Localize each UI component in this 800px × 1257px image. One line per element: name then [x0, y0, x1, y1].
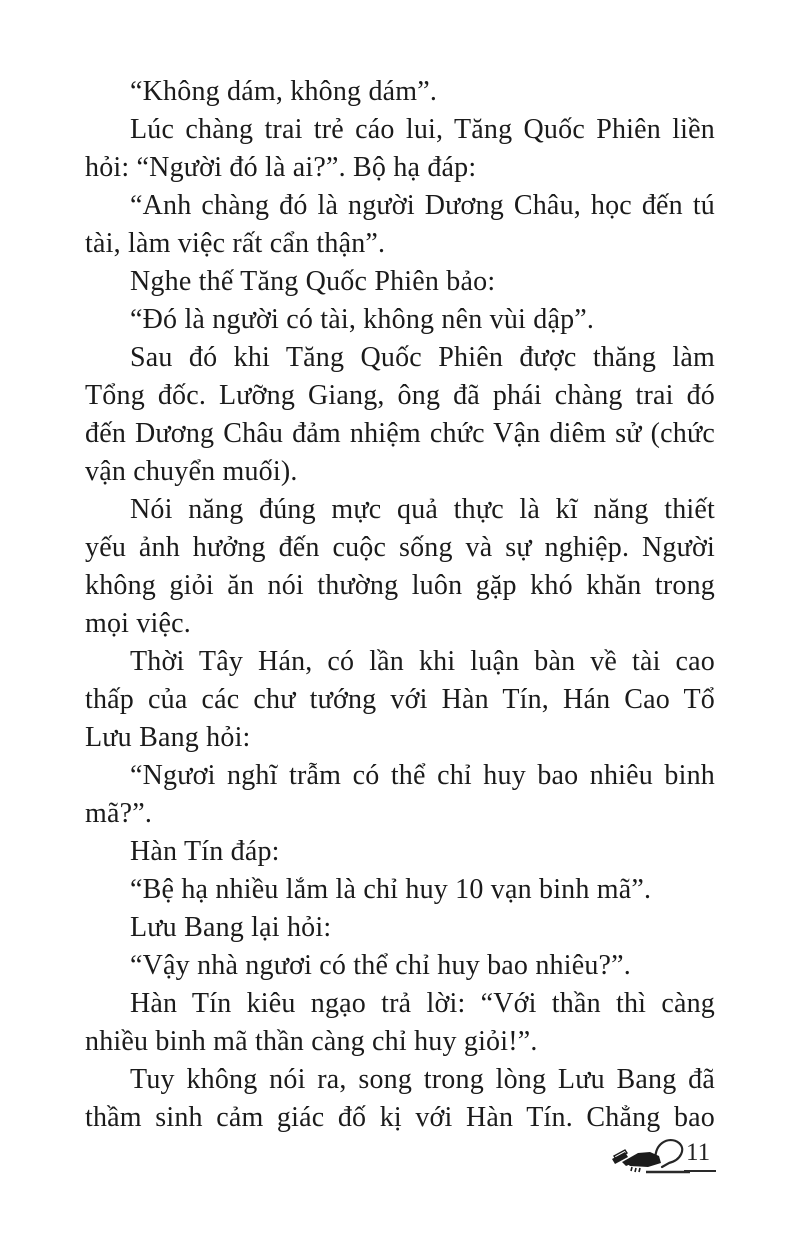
- text-line: Thời Tây Hán, có lần khi luận bàn về tài cao: [130, 646, 715, 677]
- text-line: đến Dương Châu đảm nhiệm chức Vận diêm sử (chức: [85, 418, 715, 449]
- text-line: vận chuyển muối).: [85, 456, 298, 487]
- text-line: thấp của các chư tướng với Hàn Tín, Hán Cao Tổ: [85, 684, 715, 715]
- text-line: Lưu Bang hỏi:: [85, 722, 251, 753]
- reclining-reader-ornament: [612, 1132, 690, 1178]
- text-line: không giỏi ăn nói thường luôn gặp khó khăn trong: [85, 570, 715, 601]
- page-number: 11: [684, 1139, 716, 1172]
- text-line: Nói năng đúng mực quả thực là kĩ năng thiết: [130, 494, 715, 525]
- text-line: “Vậy nhà ngươi có thể chỉ huy bao nhiêu?”.: [130, 950, 631, 981]
- text-line: Sau đó khi Tăng Quốc Phiên được thăng làm: [130, 342, 715, 373]
- text-line: Lưu Bang lại hỏi:: [130, 912, 332, 943]
- text-line: “Anh chàng đó là người Dương Châu, học đến tú: [130, 190, 715, 221]
- text-line: “Bệ hạ nhiều lắm là chỉ huy 10 vạn binh mã”.: [130, 874, 652, 905]
- text-line: Hàn Tín đáp:: [130, 836, 280, 867]
- text-line: Nghe thế Tăng Quốc Phiên bảo:: [130, 266, 496, 297]
- text-line: Lúc chàng trai trẻ cáo lui, Tăng Quốc Phiên liền: [130, 114, 715, 145]
- text-line: “Đó là người có tài, không nên vùi dập”.: [130, 304, 595, 335]
- text-line: thầm sinh cảm giác đố kị với Hàn Tín. Chẳng bao: [85, 1102, 715, 1133]
- text-line: Tổng đốc. Lưỡng Giang, ông đã phái chàng trai đó: [85, 380, 715, 411]
- text-line: nhiều binh mã thần càng chỉ huy giỏi!”.: [85, 1026, 538, 1057]
- text-line: Tuy không nói ra, song trong lòng Lưu Bang đã: [130, 1064, 715, 1095]
- text-line: tài, làm việc rất cẩn thận”.: [85, 228, 386, 259]
- text-line: mọi việc.: [85, 608, 191, 639]
- text-line: yếu ảnh hưởng đến cuộc sống và sự nghiệp. Người: [85, 532, 715, 563]
- text-line: Hàn Tín kiêu ngạo trả lời: “Với thần thì càng: [130, 988, 715, 1019]
- text-line: mã?”.: [85, 798, 153, 829]
- text-line: hỏi: “Người đó là ai?”. Bộ hạ đáp:: [85, 152, 477, 183]
- page-text-block: [85, 73, 715, 1137]
- text-line: “Ngươi nghĩ trẫm có thể chỉ huy bao nhiêu binh: [130, 760, 715, 791]
- page-footer: [612, 1130, 732, 1178]
- text-line: “Không dám, không dám”.: [130, 76, 438, 107]
